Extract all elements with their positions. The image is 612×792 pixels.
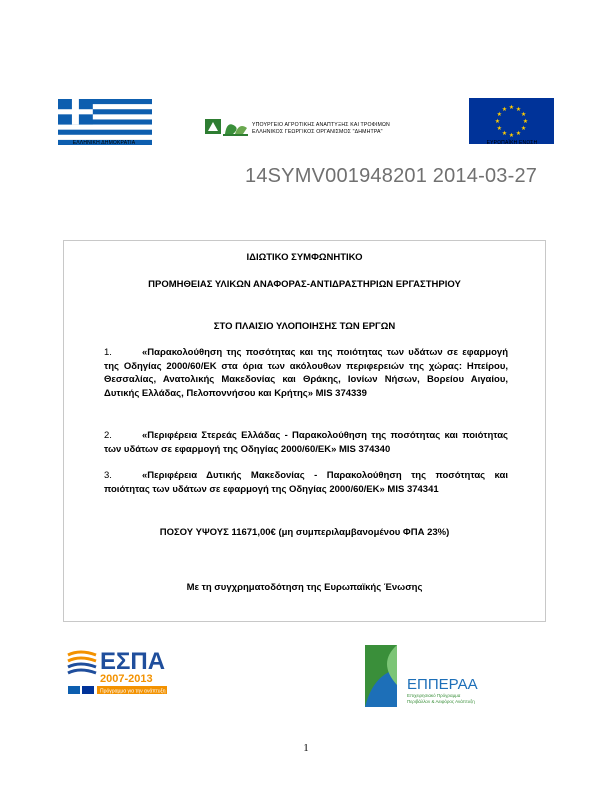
project-item	[104, 429, 508, 456]
eu-flag-logo	[469, 98, 554, 144]
eu-star-icon: ★	[520, 125, 527, 132]
project-number: 1.	[104, 347, 112, 358]
document-subject: ΠΡΟΜΗΘΕΙΑΣ ΥΛΙΚΩΝ ΑΝΑΦΟΡΑΣ-ΑΝΤΙΔΡΑΣΤΗΡΙΩΝ ΕΡΓΑΣΤΗΡΙΟΥ	[148, 279, 461, 290]
espa-title: ΕΣΠΑ	[100, 648, 166, 675]
epperaa-emblem-icon	[365, 645, 397, 707]
eu-star-icon: ★	[508, 104, 515, 111]
project-text: «Παρακολούθηση της ποσότητας και της ποιότητας των υδάτων σε εφαρμογή της Οδηγίας 2000/60/ΕΚ στα όρια των ακόλουθων περιφερειών της χώρας: Ηπείρου, Θεσσαλίας, Ανατολικής Μακεδονίας και Θράκης, Ιονίων Νήσων, Βορείου Αιγαίου, Δυτικής Ελλάδας, Πελοποννήσου και Κρήτης» MIS 374339	[104, 347, 508, 399]
ministry-organization: ΕΛΛΗΝΙΚΟΣ ΓΕΩΡΓΙΚΟΣ ΟΡΓΑΝΙΣΜΟΣ "ΔΗΜΗΤΡΑ"	[252, 129, 383, 135]
espa-logo	[66, 645, 181, 697]
projects-heading: ΣΤΟ ΠΛΑΙΣΙΟ ΥΛΟΠΟΙΗΣΗΣ ΤΩΝ ΕΡΓΩΝ	[213, 321, 396, 332]
eu-star-icon: ★	[496, 125, 503, 132]
greek-flag-caption: ΕΛΛΗΝΙΚΗ ΔΗΜΟΚΡΑΤΙΑ	[72, 140, 136, 146]
project-text: «Περιφέρεια Στερεάς Ελλάδας - Παρακολούθηση της ποσότητας και ποιότητας των υδάτων σε εφαρμογή της Οδηγίας 2000/60/ΕΚ» MIS 374340	[104, 430, 508, 455]
epperaa-subtitle-1: Επιχειρησιακό Πρόγραμμα	[407, 693, 461, 698]
cofunding-note: Με τη συγχρηματοδότηση της Ευρωπαϊκής Ένωσης	[186, 582, 423, 593]
ministry-logo	[205, 116, 415, 138]
eu-star-icon: ★	[501, 130, 508, 138]
contract-amount: ΠΟΣΟΥ ΥΨΟΥΣ 11671,00€ (μη συμπεριλαμβανομένου ΦΠΑ 23%)	[159, 527, 450, 538]
project-item	[104, 469, 508, 496]
project-number: 3.	[104, 470, 112, 481]
epperaa-title: ΕΠΠΕΡΑΑ	[407, 676, 478, 693]
epperaa-subtitle-2: Περιβάλλον & Αειφόρος Ανάπτυξη	[407, 699, 475, 704]
eu-flag-mini-icon	[82, 686, 94, 694]
project-item	[104, 346, 508, 400]
eu-flag-caption: ΕΥΡΩΠΑΪΚΗ ΕΝΩΣΗ	[486, 140, 538, 146]
eu-star-icon: ★	[494, 118, 501, 125]
ministry-name: ΥΠΟΥΡΓΕΙΟ ΑΓΡΟΤΙΚΗΣ ΑΝΑΠΤΥΞΗΣ ΚΑΙ ΤΡΟΦΙΜΩΝ	[252, 122, 390, 128]
document-type-title: ΙΔΙΩΤΙΚΟ ΣΥΜΦΩΝΗΤΙΚΟ	[246, 252, 363, 263]
espa-subtitle: Πρόγραμμα για την ανάπτυξη	[100, 688, 166, 695]
project-number: 2.	[104, 430, 112, 441]
eu-star-icon: ★	[520, 111, 527, 118]
contract-box	[63, 240, 546, 622]
eu-star-icon: ★	[496, 111, 503, 118]
document-code: 14SYMV001948201 2014-03-27	[245, 165, 538, 187]
greek-flag-mini-icon	[68, 686, 80, 694]
epperaa-logo	[365, 645, 525, 707]
eu-star-icon: ★	[522, 118, 529, 125]
project-text: «Περιφέρεια Δυτικής Μακεδονίας - Παρακολούθηση της ποσότητας και ποιότητας των υδάτων σε εφαρμογή της Οδηγίας 2000/60/ΕΚ» MIS 374341	[104, 470, 508, 495]
ministry-emblem-icon	[205, 116, 249, 138]
eu-star-icon: ★	[508, 132, 515, 139]
greek-flag-logo	[58, 99, 152, 145]
eu-star-icon: ★	[501, 105, 508, 113]
eu-star-icon: ★	[515, 105, 522, 113]
espa-wave-icon	[68, 652, 96, 673]
eu-star-icon: ★	[515, 130, 522, 138]
page-number: 1	[303, 742, 309, 754]
espa-years: 2007-2013	[100, 673, 153, 685]
